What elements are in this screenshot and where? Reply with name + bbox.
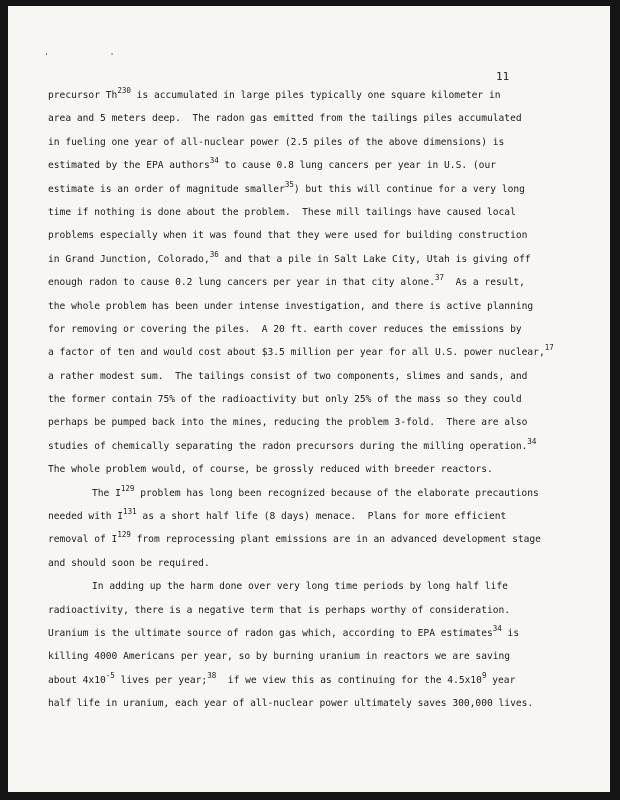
text-run: as a short half life (8 days) menace. Plans for more efficient — [136, 511, 507, 523]
text-run: enough radon to cause 0.2 lung cancers per year in that city alone. — [48, 277, 435, 289]
text-run: half life in uranium, each year of all-nuclear power ultimately saves 300,000 lives. — [48, 698, 534, 710]
text-run: if we view this as continuing for the 4.5x10 — [216, 674, 482, 686]
text-line — [48, 107, 568, 130]
text-run: in Grand Junction, Colorado, — [48, 253, 210, 265]
text-line — [48, 411, 568, 434]
text-run: from reprocessing plant emissions are in an advanced development stage — [130, 534, 541, 546]
text-run: lives per year; — [114, 674, 208, 686]
text-run: The I — [92, 487, 121, 499]
footnote-superscript: 129 — [117, 530, 131, 540]
text-run: perhaps be pumped back into the mines, reducing the problem 3-fold. There are also — [48, 417, 528, 429]
text-line — [48, 248, 568, 271]
footnote-superscript: 131 — [123, 507, 137, 517]
stray-marks: ' ' — [44, 52, 143, 61]
text-run: problems especially when it was found that they were used for building construction — [48, 230, 528, 242]
footnote-superscript: 36 — [209, 249, 219, 259]
text-line — [48, 224, 568, 247]
text-line — [48, 365, 568, 388]
text-line — [48, 599, 568, 622]
footnote-superscript: 37 — [435, 273, 445, 283]
text-run: In adding up the harm done over very long time periods by long half life — [92, 581, 508, 593]
text-line — [48, 692, 568, 715]
text-run: to cause 0.8 lung cancers per year in U.S. (our — [218, 160, 497, 172]
text-line — [48, 552, 568, 575]
footnote-superscript: 35 — [284, 179, 294, 189]
footnote-superscript: 34 — [527, 436, 537, 446]
text-line — [48, 341, 568, 364]
text-run: in fueling one year of all-nuclear power (2.5 piles of the above dimensions) is — [48, 136, 505, 148]
footnote-superscript: 230 — [117, 86, 131, 95]
footnote-superscript: -5 — [105, 670, 115, 680]
text-line — [48, 131, 568, 154]
text-line — [48, 388, 568, 411]
text-line — [48, 622, 568, 645]
text-line — [48, 458, 568, 481]
text-run: time if nothing is done about the problem. These mill tailings have caused local — [48, 206, 516, 218]
text-run: needed with I — [48, 511, 124, 523]
text-run: a factor of ten and would cost about $3.5 million per year for all U.S. power nuclear, — [48, 347, 545, 359]
text-run: year — [486, 674, 516, 686]
text-run: killing 4000 Americans per year, so by burning uranium in reactors we are saving — [48, 651, 511, 663]
text-run: precursor Th — [48, 90, 118, 101]
text-line — [48, 154, 568, 177]
text-run: the former contain 75% of the radioactivity but only 25% of the mass so they could — [48, 394, 522, 406]
text-run: radioactivity, there is a negative term that is perhaps worthy of consideration. — [48, 604, 511, 616]
text-run: estimate is an order of magnitude smaller — [48, 183, 285, 195]
text-run: and should soon be required. — [48, 557, 210, 569]
text-run: a rather modest sum. The tailings consist of two components, slimes and sands, and — [48, 370, 528, 382]
footnote-superscript: 34 — [492, 623, 502, 633]
text-run: about 4x10 — [48, 674, 106, 686]
text-run: area and 5 meters deep. The radon gas emitted from the tailings piles accumulated — [48, 113, 522, 125]
page-number: 11 — [496, 70, 510, 83]
text-run: Uranium is the ultimate source of radon gas which, according to EPA estimates — [48, 627, 493, 639]
footnote-superscript: 38 — [207, 670, 217, 680]
text-line — [48, 435, 568, 458]
text-line — [48, 178, 568, 201]
text-run: and that a pile in Salt Lake City, Utah is giving off — [218, 253, 531, 265]
text-line — [48, 482, 568, 505]
text-line — [48, 528, 568, 551]
text-run: the whole problem has been under intense investigation, and there is active planning — [48, 300, 534, 312]
text-run: problem has long been recognized because of the elaborate precautions — [134, 487, 539, 499]
text-line — [48, 575, 568, 598]
text-run: for removing or covering the piles. A 20 ft. earth cover reduces the emissions by — [48, 323, 522, 335]
text-line — [48, 201, 568, 224]
text-run: removal of I — [48, 534, 118, 546]
document-page — [8, 6, 610, 792]
text-run: is — [501, 627, 520, 639]
text-line — [48, 84, 568, 107]
footnote-superscript: 129 — [120, 483, 135, 493]
text-run: ) but this will continue for a very long — [293, 183, 525, 195]
text-run: estimated by the EPA authors — [48, 160, 210, 172]
footnote-superscript: 34 — [209, 156, 219, 166]
text-run: As a result, — [444, 277, 525, 289]
text-line — [48, 645, 568, 668]
text-line — [48, 271, 568, 294]
text-run: is accumulated in large piles typically one square kilometer in — [130, 90, 501, 101]
text-line — [48, 318, 568, 341]
footnote-superscript: 9 — [481, 670, 487, 680]
text-line — [48, 505, 568, 528]
text-run: The whole problem would, of course, be grossly reduced with breeder reactors. — [48, 464, 493, 476]
footnote-superscript: 17 — [544, 343, 554, 353]
text-line — [48, 295, 568, 318]
body-text — [48, 84, 568, 716]
text-line — [48, 669, 568, 692]
text-run: studies of chemically separating the radon precursors during the milling operation. — [48, 440, 528, 452]
